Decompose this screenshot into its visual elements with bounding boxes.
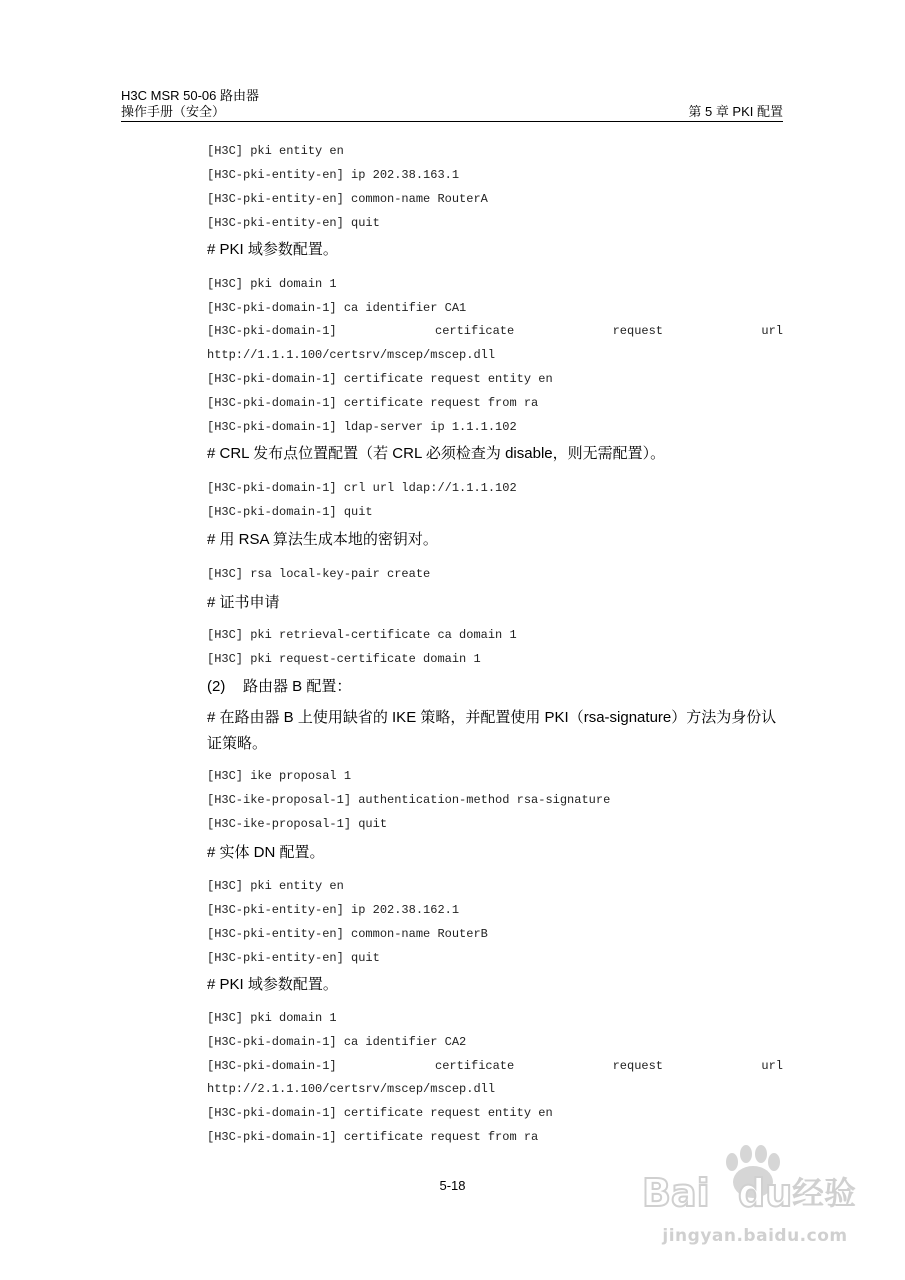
code-line: [H3C] pki entity en	[207, 144, 344, 158]
code-line: [H3C-pki-domain-1] quit	[207, 505, 373, 519]
code-line: [H3C-pki-domain-1] certificate request from ra	[207, 396, 539, 410]
step-heading	[207, 677, 783, 697]
comment-line: # PKI 域参数配置。	[207, 241, 338, 258]
code-line-justified	[207, 1059, 783, 1073]
code-line: [H3C-pki-domain-1] certificate request entity en	[207, 1106, 553, 1120]
code-block	[207, 879, 783, 975]
header-divider	[121, 121, 783, 122]
code-line: http://2.1.1.100/certsrv/mscep/mscep.dll	[207, 1082, 496, 1096]
code-line: [H3C-pki-entity-en] common-name RouterA	[207, 192, 488, 206]
step-label: 路由器 B 配置：	[243, 678, 352, 695]
code-line: [H3C] pki entity en	[207, 879, 344, 893]
svg-text:经验: 经验	[792, 1174, 857, 1212]
code-line: [H3C] ike proposal 1	[207, 769, 352, 783]
code-token: certificate	[435, 1059, 515, 1073]
page-number: 5-18	[439, 1178, 466, 1193]
code-token: [H3C-pki-domain-1]	[207, 324, 337, 338]
comment-line: # PKI 域参数配置。	[207, 976, 338, 993]
code-token: [H3C-pki-domain-1]	[207, 1059, 337, 1073]
code-token: request	[612, 1059, 664, 1073]
code-block	[207, 277, 783, 325]
comment-line: # CRL 发布点位置配置（若 CRL 必须检查为 disable，则无需配置）。	[207, 445, 666, 462]
code-block	[207, 628, 783, 676]
code-block	[207, 144, 783, 240]
code-token: certificate	[435, 324, 515, 338]
comment-line: # 证书申请	[207, 594, 280, 611]
code-line: [H3C-pki-entity-en] quit	[207, 216, 380, 230]
document-subtitle: 操作手册（安全）	[121, 104, 226, 119]
code-line: [H3C-pki-entity-en] common-name RouterB	[207, 927, 488, 941]
baidu-jingyan-watermark	[640, 1140, 870, 1252]
chapter-title: 第 5 章 PKI 配置	[688, 104, 783, 119]
code-line: [H3C-pki-domain-1] certificate request from ra	[207, 1130, 539, 1144]
code-line: [H3C-pki-domain-1] crl url ldap://1.1.1.102	[207, 481, 517, 495]
step-number: (2)	[207, 678, 226, 695]
code-block	[207, 1011, 783, 1059]
code-block	[207, 348, 783, 444]
code-line: [H3C] pki domain 1	[207, 1011, 337, 1025]
code-line: [H3C] pki retrieval-certificate ca domain 1	[207, 628, 517, 642]
code-line: [H3C] pki domain 1	[207, 277, 337, 291]
code-block	[207, 481, 783, 529]
code-line: [H3C-pki-domain-1] certificate request entity en	[207, 372, 553, 386]
code-line: [H3C] pki request-certificate domain 1	[207, 652, 481, 666]
baidu-logo-icon	[640, 1140, 870, 1220]
document-title: H3C MSR 50-06 路由器	[121, 88, 259, 103]
code-line-justified	[207, 324, 783, 338]
svg-text:Bai: Bai	[642, 1171, 710, 1215]
code-line: [H3C-pki-entity-en] quit	[207, 951, 380, 965]
comment-paragraph: # 在路由器 B 上使用缺省的 IKE 策略，并配置使用 PKI（rsa-signature）方法为身份认证策略。	[207, 709, 777, 752]
code-line: [H3C-pki-entity-en] ip 202.38.163.1	[207, 168, 460, 182]
code-line: [H3C-pki-domain-1] ldap-server ip 1.1.1.102	[207, 420, 517, 434]
svg-text:du: du	[738, 1171, 793, 1215]
code-line: [H3C-pki-domain-1] ca identifier CA1	[207, 301, 467, 315]
code-line: [H3C] rsa local-key-pair create	[207, 567, 431, 581]
comment-line: # 实体 DN 配置。	[207, 844, 325, 861]
code-block	[207, 769, 783, 841]
code-block	[207, 567, 783, 591]
watermark-url: jingyan.baidu.com	[662, 1226, 848, 1246]
code-token: url	[761, 324, 783, 338]
code-line: [H3C-ike-proposal-1] authentication-method rsa-signature	[207, 793, 611, 807]
code-token: url	[761, 1059, 783, 1073]
code-line: [H3C-ike-proposal-1] quit	[207, 817, 388, 831]
code-line: [H3C-pki-entity-en] ip 202.38.162.1	[207, 903, 460, 917]
comment-line: # 用 RSA 算法生成本地的密钥对。	[207, 531, 438, 548]
code-line: http://1.1.1.100/certsrv/mscep/mscep.dll	[207, 348, 496, 362]
code-token: request	[612, 324, 664, 338]
code-line: [H3C-pki-domain-1] ca identifier CA2	[207, 1035, 467, 1049]
